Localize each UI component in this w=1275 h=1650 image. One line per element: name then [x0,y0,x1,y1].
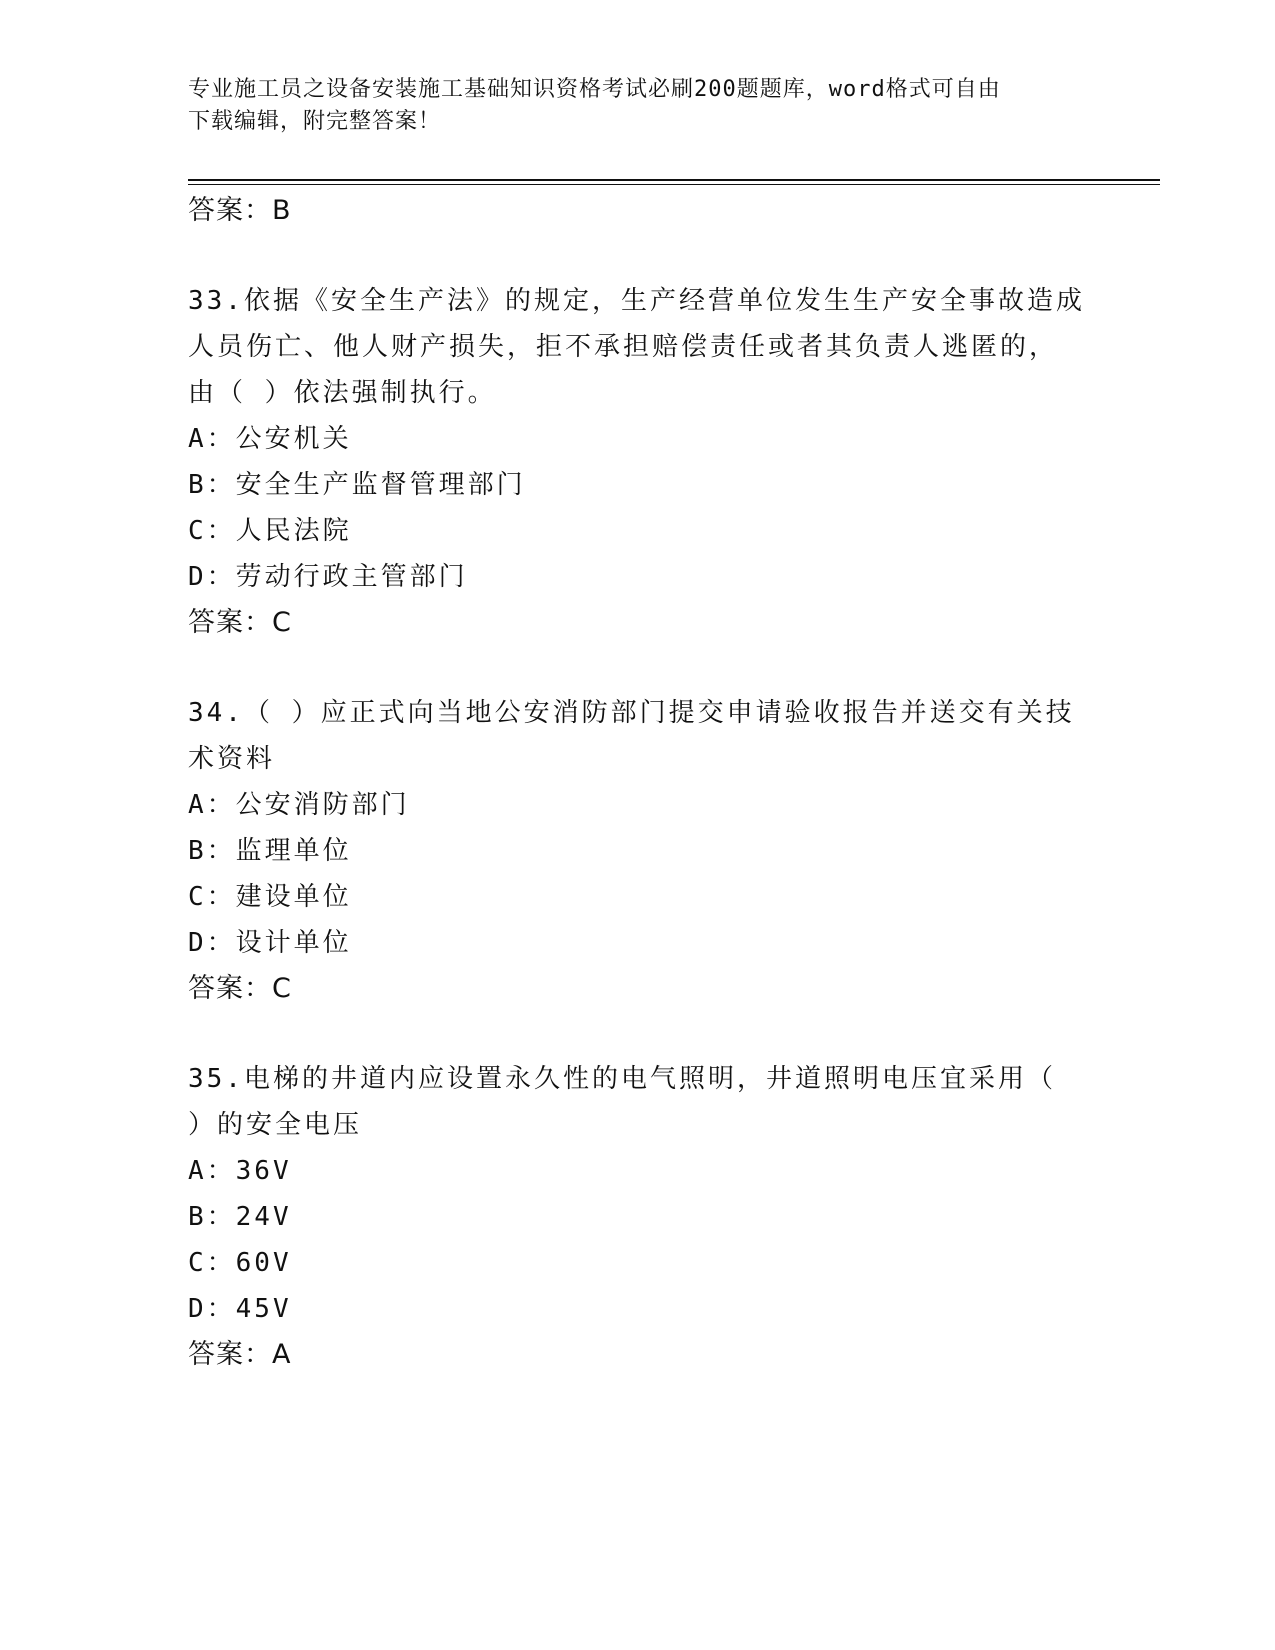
answer-value: C [272,973,292,1004]
header-line-1: 专业施工员之设备安装施工基础知识资格考试必刷200题题库，word格式可自由 [188,77,1001,102]
question-33 [188,278,1108,646]
spacer [188,1012,1108,1056]
header-line-2: 下载编辑，附完整答案！ [188,109,442,134]
option-d: D：劳动行政主管部门 [188,562,468,592]
option-b: B：24V [188,1202,292,1232]
question-answer [188,966,1108,1012]
answer-value: B [272,195,292,226]
option-b: B：监理单位 [188,836,352,866]
question-answer [188,1332,1108,1378]
question-list [188,188,1108,1378]
previous-answer [188,188,1108,234]
option-a: A：公安机关 [188,424,352,454]
document-header [188,74,1088,138]
answer-label: 答案： [188,607,272,638]
answer-value: A [272,1339,292,1370]
answer-label: 答案： [188,1339,272,1370]
header-divider-thick [188,179,1160,181]
question-34 [188,690,1108,1012]
option-c: C：人民法院 [188,516,352,546]
option-a: A：36V [188,1156,292,1186]
question-stem-line: 术资料 [188,744,276,774]
question-stem-line: 34.（ ）应正式向当地公安消防部门提交申请验收报告并送交有关技 [188,698,1075,728]
question-stem-line: 35.电梯的井道内应设置永久性的电气照明，井道照明电压宜采用（ [188,1064,1056,1094]
option-d: D：45V [188,1294,292,1324]
option-c: C：建设单位 [188,882,352,912]
spacer [188,234,1108,278]
question-stem-line: 人员伤亡、他人财产损失，拒不承担赔偿责任或者其负责人逃匿的， [188,332,1059,362]
question-35 [188,1056,1108,1378]
spacer [188,646,1108,690]
question-stem-line: 由（ ）依法强制执行。 [188,378,497,408]
answer-label: 答案： [188,195,272,226]
option-a: A：公安消防部门 [188,790,410,820]
option-b: B：安全生产监督管理部门 [188,470,526,500]
question-answer [188,600,1108,646]
question-stem-line: 33.依据《安全生产法》的规定，生产经营单位发生生产安全事故造成 [188,286,1085,316]
option-c: C：60V [188,1248,292,1278]
question-stem-line: ）的安全电压 [188,1110,363,1140]
option-d: D：设计单位 [188,928,352,958]
answer-label: 答案： [188,973,272,1004]
header-divider-thin [188,184,1160,185]
answer-value: C [272,607,292,638]
